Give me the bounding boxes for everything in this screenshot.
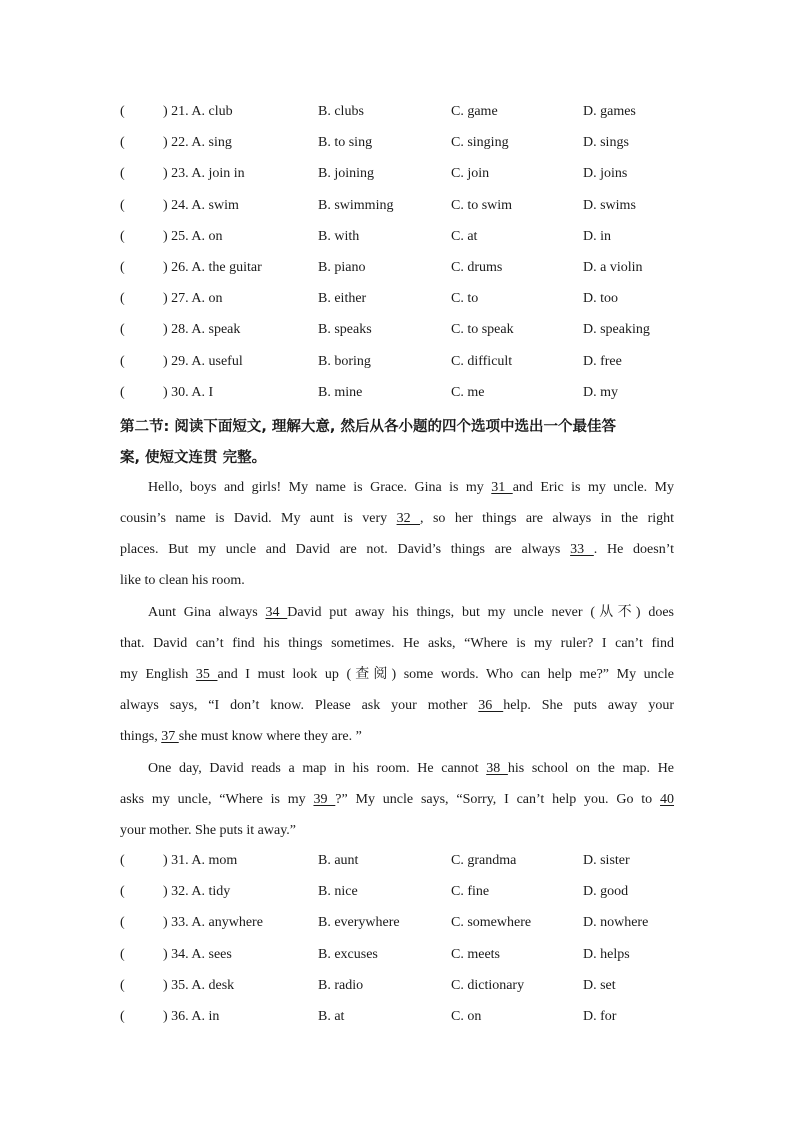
question-number: 31 (171, 853, 186, 868)
option-a[interactable]: A. tidy (191, 884, 231, 900)
answer-bracket[interactable]: ( (120, 135, 125, 151)
number-dot: . (185, 884, 192, 900)
question-number: 23 (171, 166, 186, 182)
section-2-instructions (120, 412, 680, 474)
question-row (120, 350, 680, 374)
number-dot: . (185, 291, 192, 307)
question-row (120, 381, 680, 405)
passage-paragraph-2 (120, 597, 674, 752)
number-dot: . (185, 915, 192, 931)
option-c[interactable]: C. game (451, 104, 498, 119)
option-b[interactable]: B. everywhere (318, 915, 400, 931)
question-number-and-option-a[interactable] (163, 381, 213, 405)
question-number-and-option-a[interactable] (163, 100, 233, 124)
option-d[interactable]: D. my (583, 384, 618, 400)
passage-line: like to clean his room. (120, 573, 245, 588)
bracket-close: ) (163, 915, 172, 931)
option-c[interactable]: C. on (451, 1009, 482, 1024)
option-c[interactable]: C. drums (451, 260, 503, 275)
question-number-and-option-a[interactable] (163, 194, 239, 218)
passage-line: my English 35 and I must look up (查阅) some words. Who can help me?” My uncle (120, 667, 674, 682)
passage-line: that. David can’t find his things sometimes. He asks, “Where is my ruler? I can’t find (120, 636, 674, 651)
option-a[interactable]: A. speak (191, 322, 241, 338)
question-row (120, 194, 680, 218)
question-number: 26 (171, 260, 186, 275)
question-row (120, 318, 680, 342)
question-number: 36 (171, 1009, 186, 1024)
question-number-and-option-a[interactable] (163, 849, 237, 873)
answer-bracket[interactable]: ( (120, 353, 125, 369)
blank-32[interactable]: 32 (396, 511, 421, 526)
option-a[interactable]: A. useful (191, 353, 243, 369)
question-number-and-option-a[interactable] (163, 318, 240, 342)
option-a[interactable]: A. sing (191, 135, 232, 151)
passage-paragraph-1 (120, 472, 674, 596)
bracket-close: ) (163, 853, 172, 868)
option-b[interactable]: B. at (318, 1009, 345, 1024)
question-number: 32 (171, 884, 186, 900)
option-b[interactable]: B. piano (318, 260, 366, 275)
option-b[interactable]: B. speaks (318, 322, 372, 338)
question-number-and-option-a[interactable] (163, 974, 234, 998)
number-dot: . (185, 977, 192, 993)
passage-line: always says, “I don’t know. Please ask your mother 36 help. She puts away your (120, 698, 674, 713)
number-dot: . (185, 1009, 192, 1024)
answer-bracket[interactable]: ( (120, 197, 125, 213)
answer-bracket[interactable]: ( (120, 853, 125, 868)
question-number-and-option-a[interactable] (163, 225, 223, 249)
answer-bracket[interactable]: ( (120, 384, 125, 400)
answer-bracket[interactable]: ( (120, 884, 125, 900)
option-b[interactable]: B. aunt (318, 853, 359, 868)
number-dot: . (185, 853, 192, 868)
option-d[interactable]: D. good (583, 884, 629, 900)
answer-bracket[interactable]: ( (120, 977, 125, 993)
option-a[interactable]: A. join in (191, 166, 245, 182)
option-c[interactable]: C. to (451, 291, 479, 307)
option-d[interactable]: D. nowhere (583, 915, 649, 931)
passage-line: cousin’s name is David. My aunt is very 32 , so her things are always in the right (120, 511, 675, 526)
option-a[interactable]: A. sees (191, 946, 232, 962)
option-b[interactable]: B. radio (318, 977, 364, 993)
question-number-and-option-a[interactable] (163, 131, 232, 155)
option-a[interactable]: A. in (191, 1009, 220, 1024)
option-b[interactable]: B. nice (318, 884, 358, 900)
number-dot: . (185, 946, 192, 962)
option-d[interactable]: D. speaking (583, 322, 650, 338)
answer-bracket[interactable]: ( (120, 291, 125, 307)
option-c[interactable]: C. somewhere (451, 915, 532, 931)
option-c[interactable]: C. meets (451, 946, 500, 962)
blank-35[interactable]: 35 (195, 667, 218, 682)
number-dot: . (185, 135, 192, 151)
blank-39[interactable]: 39 (313, 792, 336, 807)
option-a[interactable]: A. anywhere (191, 915, 263, 931)
bracket-close: ) (163, 353, 172, 369)
option-b[interactable]: B. either (318, 291, 367, 307)
option-d[interactable]: D. for (583, 1009, 617, 1024)
option-c[interactable]: C. singing (451, 135, 509, 151)
passage-line: asks my uncle, “Where is my 39 ?” My uncle says, “Sorry, I can’t help you. Go to 40 (120, 792, 675, 807)
option-d[interactable]: D. a violin (583, 260, 643, 275)
section-title-line1: 第二节: 阅读下面短文, 理解大意, 然后从各小题的四个选项中选出一个最佳答 (120, 419, 616, 435)
question-number: 35 (171, 977, 186, 993)
answer-bracket[interactable]: ( (120, 1009, 125, 1024)
bracket-close: ) (163, 135, 172, 151)
option-a[interactable]: A. the guitar (191, 260, 262, 275)
option-d[interactable]: D. sister (583, 853, 630, 868)
question-number: 29 (171, 353, 186, 369)
question-row (120, 287, 680, 311)
option-a[interactable]: A. on (191, 291, 223, 307)
question-number: 21 (171, 104, 186, 119)
bracket-close: ) (163, 104, 172, 119)
number-dot: . (185, 384, 192, 400)
passage-line: your mother. She puts it away.” (120, 823, 297, 838)
number-dot: . (185, 260, 192, 275)
question-number: 25 (171, 228, 186, 244)
question-row (120, 100, 680, 124)
bracket-close: ) (163, 291, 172, 307)
question-number-and-option-a[interactable] (163, 943, 232, 967)
blank-34[interactable]: 34 (265, 605, 288, 620)
blank-36[interactable]: 36 (478, 698, 504, 713)
passage-line: things, 37 she must know where they are. ” (120, 729, 362, 744)
option-c[interactable]: C. to speak (451, 322, 514, 338)
option-d[interactable]: D. set (583, 977, 616, 993)
option-d[interactable]: D. swims (583, 197, 636, 213)
option-d[interactable]: D. helps (583, 946, 630, 962)
question-number-and-option-a[interactable] (163, 1005, 219, 1029)
option-a[interactable]: A. desk (191, 977, 235, 993)
question-row (120, 911, 680, 935)
bracket-close: ) (163, 1009, 172, 1024)
number-dot: . (185, 322, 192, 338)
option-b[interactable]: B. clubs (318, 104, 364, 119)
question-row (120, 849, 680, 873)
option-a[interactable]: A. mom (191, 853, 238, 868)
bracket-close: ) (163, 197, 172, 213)
question-number: 27 (171, 291, 186, 307)
option-b[interactable]: B. boring (318, 353, 371, 369)
number-dot: . (185, 104, 192, 119)
passage-line: One day, David reads a map in his room. He cannot 38 his school on the map. He (148, 761, 675, 776)
option-c[interactable]: C. grandma (451, 853, 517, 868)
blank-38[interactable]: 38 (486, 761, 508, 776)
option-d[interactable]: D. joins (583, 166, 628, 182)
question-row (120, 974, 680, 998)
question-number-and-option-a[interactable] (163, 256, 262, 280)
answer-bracket[interactable]: ( (120, 104, 125, 119)
question-row (120, 880, 680, 904)
option-d[interactable]: D. free (583, 353, 622, 369)
option-b[interactable]: B. with (318, 228, 360, 244)
option-b[interactable]: B. to sing (318, 135, 373, 151)
number-dot: . (185, 353, 192, 369)
number-dot: . (185, 228, 192, 244)
passage-line: Aunt Gina always 34 David put away his things, but my uncle never (从不) does (148, 605, 674, 620)
option-a[interactable]: A. swim (191, 197, 239, 213)
option-b[interactable]: B. mine (318, 384, 363, 400)
bracket-close: ) (163, 884, 172, 900)
question-number: 34 (171, 946, 186, 962)
question-row (120, 225, 680, 249)
question-row (120, 943, 680, 967)
bracket-close: ) (163, 384, 172, 400)
option-c[interactable]: C. fine (451, 884, 490, 900)
answer-bracket[interactable]: ( (120, 946, 125, 962)
question-row (120, 256, 680, 280)
option-c[interactable]: C. dictionary (451, 977, 525, 993)
answer-bracket[interactable]: ( (120, 166, 125, 182)
option-b[interactable]: B. swimming (318, 197, 394, 213)
question-number-and-option-a[interactable] (163, 287, 223, 311)
option-d[interactable]: D. sings (583, 135, 629, 151)
blank-31[interactable]: 31 (491, 480, 513, 495)
question-number-and-option-a[interactable] (163, 911, 263, 935)
passage-line: Hello, boys and girls! My name is Grace. Gina is my 31 and Eric is my uncle. My (148, 480, 675, 495)
answer-bracket[interactable]: ( (120, 260, 125, 275)
option-c[interactable]: C. join (451, 166, 490, 182)
number-dot: . (185, 197, 192, 213)
answer-bracket[interactable]: ( (120, 322, 125, 338)
bracket-close: ) (163, 322, 172, 338)
option-b[interactable]: B. joining (318, 166, 375, 182)
option-d[interactable]: D. in (583, 228, 611, 244)
question-number-and-option-a[interactable] (163, 880, 230, 904)
option-c[interactable]: C. at (451, 228, 478, 244)
question-row (120, 1005, 680, 1029)
question-number-and-option-a[interactable] (163, 162, 245, 186)
question-row (120, 162, 680, 186)
option-a[interactable]: A. club (191, 104, 233, 119)
question-number: 28 (171, 322, 186, 338)
option-a[interactable]: A. I (191, 384, 214, 400)
question-number: 24 (171, 197, 186, 213)
option-a[interactable]: A. on (191, 228, 223, 244)
question-row (120, 131, 680, 155)
question-number: 22 (171, 135, 186, 151)
bracket-close: ) (163, 946, 172, 962)
passage-line: places. But my uncle and David are not. David’s things are always 33 . He doesn’t (120, 542, 674, 557)
question-number: 30 (171, 384, 186, 400)
bracket-close: ) (163, 166, 172, 182)
question-number-and-option-a[interactable] (163, 350, 243, 374)
option-d[interactable]: D. games (583, 104, 636, 119)
bracket-close: ) (163, 260, 172, 275)
blank-40[interactable]: 40 (660, 792, 675, 807)
option-c[interactable]: C. difficult (451, 353, 513, 369)
question-number: 33 (171, 915, 186, 931)
section-title-line2: 案, 使短文连贯 完整。 (120, 450, 267, 466)
answer-bracket[interactable]: ( (120, 228, 125, 244)
option-c[interactable]: C. to swim (451, 197, 513, 213)
bracket-close: ) (163, 977, 172, 993)
option-c[interactable]: C. me (451, 384, 485, 400)
blank-37[interactable]: 37 (161, 729, 179, 744)
option-b[interactable]: B. excuses (318, 946, 378, 962)
answer-bracket[interactable]: ( (120, 915, 125, 931)
passage-paragraph-3 (120, 753, 674, 846)
option-d[interactable]: D. too (583, 291, 618, 307)
blank-33[interactable]: 33 (570, 542, 594, 557)
bracket-close: ) (163, 228, 172, 244)
number-dot: . (185, 166, 192, 182)
